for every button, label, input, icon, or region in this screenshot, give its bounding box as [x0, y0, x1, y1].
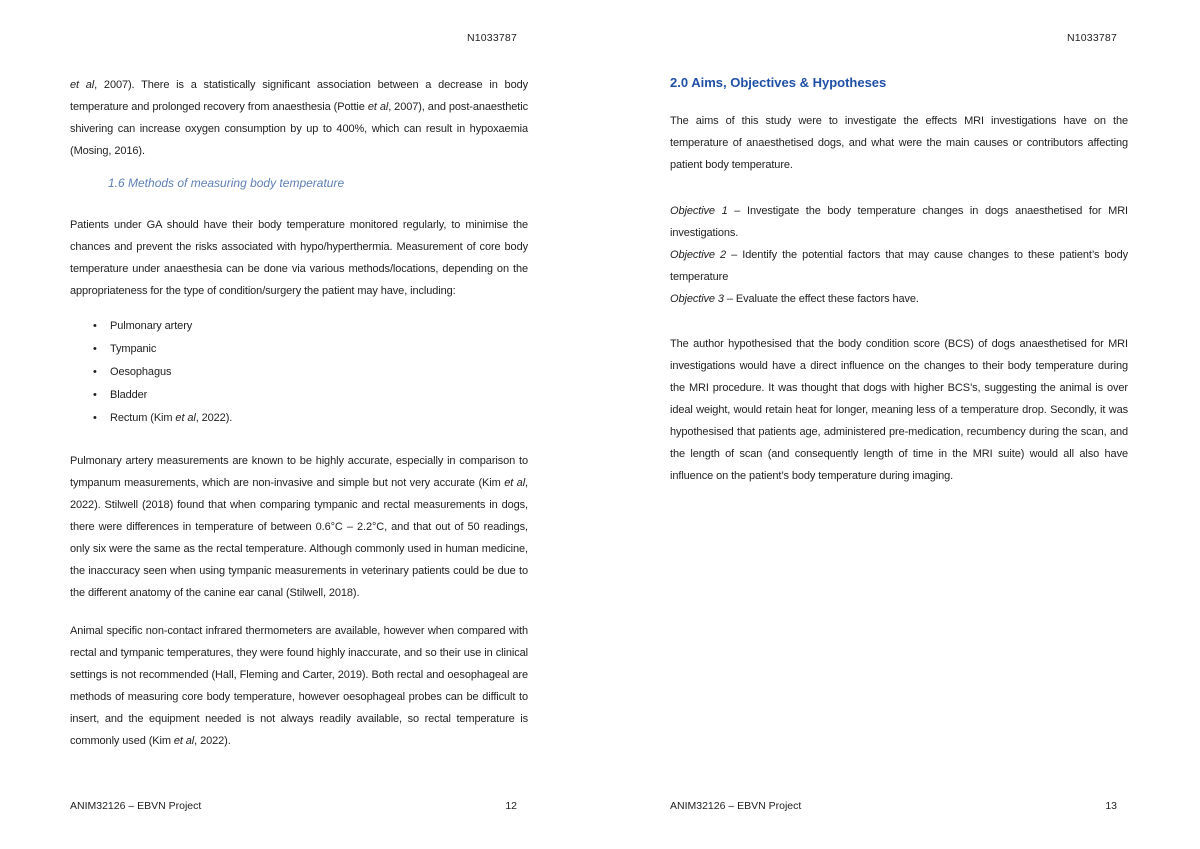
list-item-label: Oesophagus — [110, 366, 172, 378]
footer-project-label: ANIM32126 – EBVN Project — [670, 800, 802, 812]
list-item-label: Pulmonary artery — [110, 320, 193, 332]
heading-2-0-aims: 2.0 Aims, Objectives & Hypotheses — [670, 75, 887, 90]
paragraph-accuracy-comparison — [70, 450, 528, 604]
student-id: N1033787 — [1066, 32, 1117, 44]
citation-et-al: et al — [173, 735, 195, 747]
page-number: 13 — [1105, 800, 1117, 812]
student-id: N1033787 — [466, 32, 517, 44]
list-item-pulmonary-artery — [70, 315, 528, 338]
bullet-icon: • — [93, 343, 97, 355]
text-run: – Evaluate the effect these factors have. — [723, 293, 919, 305]
citation-et-al: et al — [175, 412, 196, 424]
footer-project-label: ANIM32126 – EBVN Project — [70, 800, 202, 812]
text-run: , 2007), and post-anaesthetic shivering can increase oxygen consumption by up to 400%, which can result in hypoxaemia (Mosing, 2016). — [70, 101, 528, 157]
objective-1 — [670, 200, 1128, 244]
text-run: – Identify the potential factors that may cause changes to these patient’s body temperature — [670, 249, 1128, 283]
paragraph-infrared-thermometers — [70, 620, 528, 752]
citation-et-al: et al — [367, 101, 389, 113]
paragraph-hypotheses: The author hypothesised that the body condition score (BCS) of dogs anaesthetised for MRI investigations would have a direct influence on the changes to their body temperature during the MRI procedure. It was thought that dogs with higher BCS’s, suggesting the animal is over ideal weight, would retain heat for longer, meaning less of a temperature drop. Secondly, it was hypothesised that patients age, administered pre-medication, recumbency during the scan, and the length of scan (and consequently length of time in the MRI suite) would all also have influence on the patient’s body temperature during imaging. — [670, 338, 1128, 482]
page-footer-left — [70, 800, 528, 812]
bullet-icon: • — [93, 320, 97, 332]
list-item-label: Rectum (Kim — [110, 412, 176, 424]
list-item-bladder — [70, 384, 528, 407]
list-item-label: Tympanic — [110, 343, 157, 355]
objective-label: Objective 2 — [670, 249, 727, 261]
measurement-locations-list — [70, 315, 528, 430]
bullet-icon: • — [93, 366, 97, 378]
objective-3 — [670, 288, 1128, 310]
list-item-label: , 2022). — [195, 412, 233, 424]
paragraph-anaesthesia-recovery — [70, 74, 528, 162]
list-item-rectum — [70, 407, 528, 430]
objective-2 — [670, 244, 1128, 288]
text-run: , 2007). There is a statistically significant association between a decrease in body temperature and prolonged recovery from anaesthesia (Pottie — [70, 79, 528, 113]
list-item-oesophagus — [70, 361, 528, 384]
list-item-tympanic — [70, 338, 528, 361]
text-run: – Investigate the body temperature changes in dogs anaesthetised for MRI investigations. — [670, 205, 1128, 239]
heading-1-6-methods: 1.6 Methods of measuring body temperature — [108, 176, 345, 190]
list-item-label: Bladder — [110, 389, 148, 401]
page-13-content — [670, 0, 1128, 487]
paragraph-monitoring: Patients under GA should have their body temperature monitored regularly, to minimise the chances and prevent the risks associated with hypo/hyperthermia. Measurement of core body temperature under anaesthesia can be done via various methods/locations, depending on the appropriateness for the type of condition/surgery the patient may have, including: — [70, 219, 528, 297]
text-run: Pulmonary artery measurements are known to be highly accurate, especially in comparison to tympanum measurements, which are non-invasive and simple but not very accurate (Kim — [70, 455, 528, 489]
objective-label: Objective 3 — [670, 293, 724, 305]
page-number: 12 — [505, 800, 517, 812]
objective-label: Objective 1 — [670, 205, 728, 217]
paragraph-study-aims: The aims of this study were to investigate the effects MRI investigations have on the temperature of anaesthetised dogs, and what were the main causes or contributors affecting patient body temperature. — [670, 115, 1128, 171]
bullet-icon: • — [93, 412, 97, 424]
text-run: , 2022). — [194, 735, 231, 747]
page-12-content — [70, 0, 528, 752]
objectives-block — [670, 200, 1128, 310]
page-13 — [600, 0, 1200, 849]
page-footer-right — [670, 800, 1128, 812]
text-run: , 2022). Stilwell (2018) found that when comparing tympanic and rectal measurements in dogs, there were differences in temperature of between 0.6°C – 2.2°C, and that out of 50 readings, only six were the same as the rectal temperature. Although commonly used in human medicine, the inaccuracy seen when using tympanic measurements in veterinary patients could be due to the different anatomy of the canine ear canal (Stilwell, 2018). — [70, 477, 529, 599]
text-run: Animal specific non-contact infrared thermometers are available, however when compared with rectal and tympanic temperatures, they were found highly inaccurate, and so their use in clinical settings is not recommended (Hall, Fleming and Carter, 2019). Both rectal and oesophageal are methods of measuring core body temperature, however oesophageal probes can be difficult to insert, and the equipment needed is not always readily available, so rectal temperature is commonly used (Kim — [70, 625, 528, 747]
citation-et-al: et al — [70, 79, 95, 91]
citation-et-al: et al — [504, 477, 526, 489]
bullet-icon: • — [93, 389, 97, 401]
